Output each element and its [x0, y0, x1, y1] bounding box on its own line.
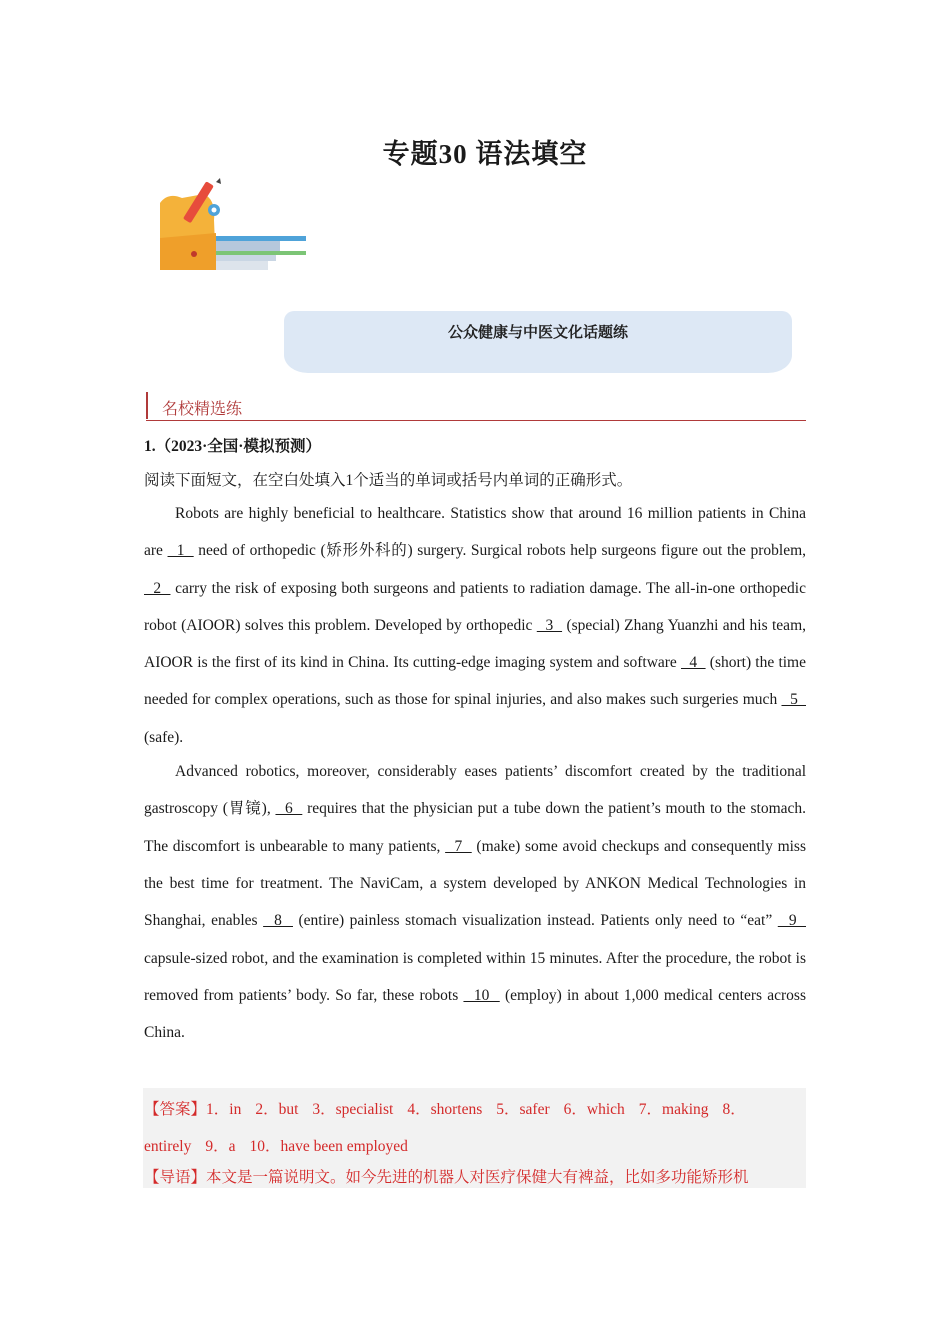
answer-item: 6．which [563, 1101, 625, 1118]
section-header [146, 392, 806, 421]
topic-banner [284, 311, 792, 373]
text: (entire) painless stomach visualization instead. Patients only need to “eat” [292, 912, 778, 930]
section-label: 名校精选练 [162, 399, 243, 418]
blank-6: 6 [275, 800, 303, 818]
text: need of orthopedic (矫形外科的) surgery. Surgical robots help surgeons figure out the problem, [193, 542, 807, 560]
section-bar [146, 392, 148, 419]
answer-item: 7．making [638, 1101, 709, 1118]
blank-4: 4 [681, 654, 706, 672]
paragraph-2 [144, 753, 806, 1051]
text: (make) some avoid checkups and consequently miss the best time for treatment. The NaviCam, a system developed by ANKON Medical Technologies in Shanghai, enables [144, 837, 806, 930]
answer-list [144, 1091, 804, 1165]
answer-label: 【答案】 [144, 1101, 207, 1118]
answer-item: 2．but [255, 1101, 299, 1118]
answer-item: 8．entirely [144, 1101, 746, 1155]
banner-text: 公众健康与中医文化话题练 [447, 323, 628, 341]
blank-2: 2 [144, 579, 171, 597]
text: (safe). [144, 728, 184, 746]
blank-7: 7 [445, 837, 472, 855]
blank-9: 9 [777, 912, 806, 930]
text: capsule-sized robot, and the examination is completed within 15 minutes. After the procedure, the robot is removed from patients’ body. So far, these robots [144, 949, 806, 1004]
question-instruction: 阅读下面短文，在空白处填入1个适当的单词或括号内单词的正确形式。 [144, 472, 633, 489]
blank-8: 8 [263, 912, 293, 930]
books-pencil-illustration [158, 178, 308, 273]
paragraph-1 [144, 495, 806, 756]
text: (short) the time needed for complex operations, such as those for spinal injuries, and also makes such surgeries much [144, 654, 806, 709]
blank-1: 1 [167, 542, 194, 560]
text: Advanced robotics, moreover, considerably eases patients’ discomfort created by the traditional gastroscopy (胃镜), [144, 763, 806, 818]
text: Robots are highly beneficial to healthcare. Statistics show that around 16 million patients in China are [144, 505, 806, 560]
blank-10: 10 [463, 986, 500, 1004]
answer-item: 9．a [205, 1138, 236, 1155]
guide-label: 【导语】 [144, 1169, 207, 1186]
answer-box [143, 1088, 806, 1188]
question-number: 1.（2023·全国·模拟预测） [144, 438, 321, 455]
text: carry the risk of exposing both surgeons and patients to radiation damage. The all-in-one orthopedic robot (AIOOR) solves this problem. Developed by orthopedic [144, 579, 806, 634]
text: (special) Zhang Yuanzhi and his team, AIOOR is the first of its kind in China. Its cutting-edge imaging system and software [144, 616, 806, 672]
text: (employ) in about 1,000 medical centers across China. [144, 986, 806, 1042]
guide-text: 本文是一篇说明文。如今先进的机器人对医疗保健大有裨益，比如多功能矫形机 [206, 1169, 749, 1186]
answer-item: 1．in [206, 1101, 242, 1118]
blank-3: 3 [536, 616, 563, 634]
page-title: 专题30 语法填空 [382, 139, 588, 169]
guide [144, 1165, 749, 1187]
answer-item: 5．safer [496, 1101, 550, 1118]
text: requires that the physician put a tube down the patient’s mouth to the stomach. The discomfort is unbearable to many patients, [144, 800, 807, 855]
answer-item: 4．shortens [407, 1101, 483, 1118]
answer-item: 10．have been employed [249, 1138, 408, 1155]
blank-5: 5 [781, 691, 806, 709]
answer-item: 3．specialist [312, 1101, 394, 1118]
passage [144, 495, 806, 1051]
